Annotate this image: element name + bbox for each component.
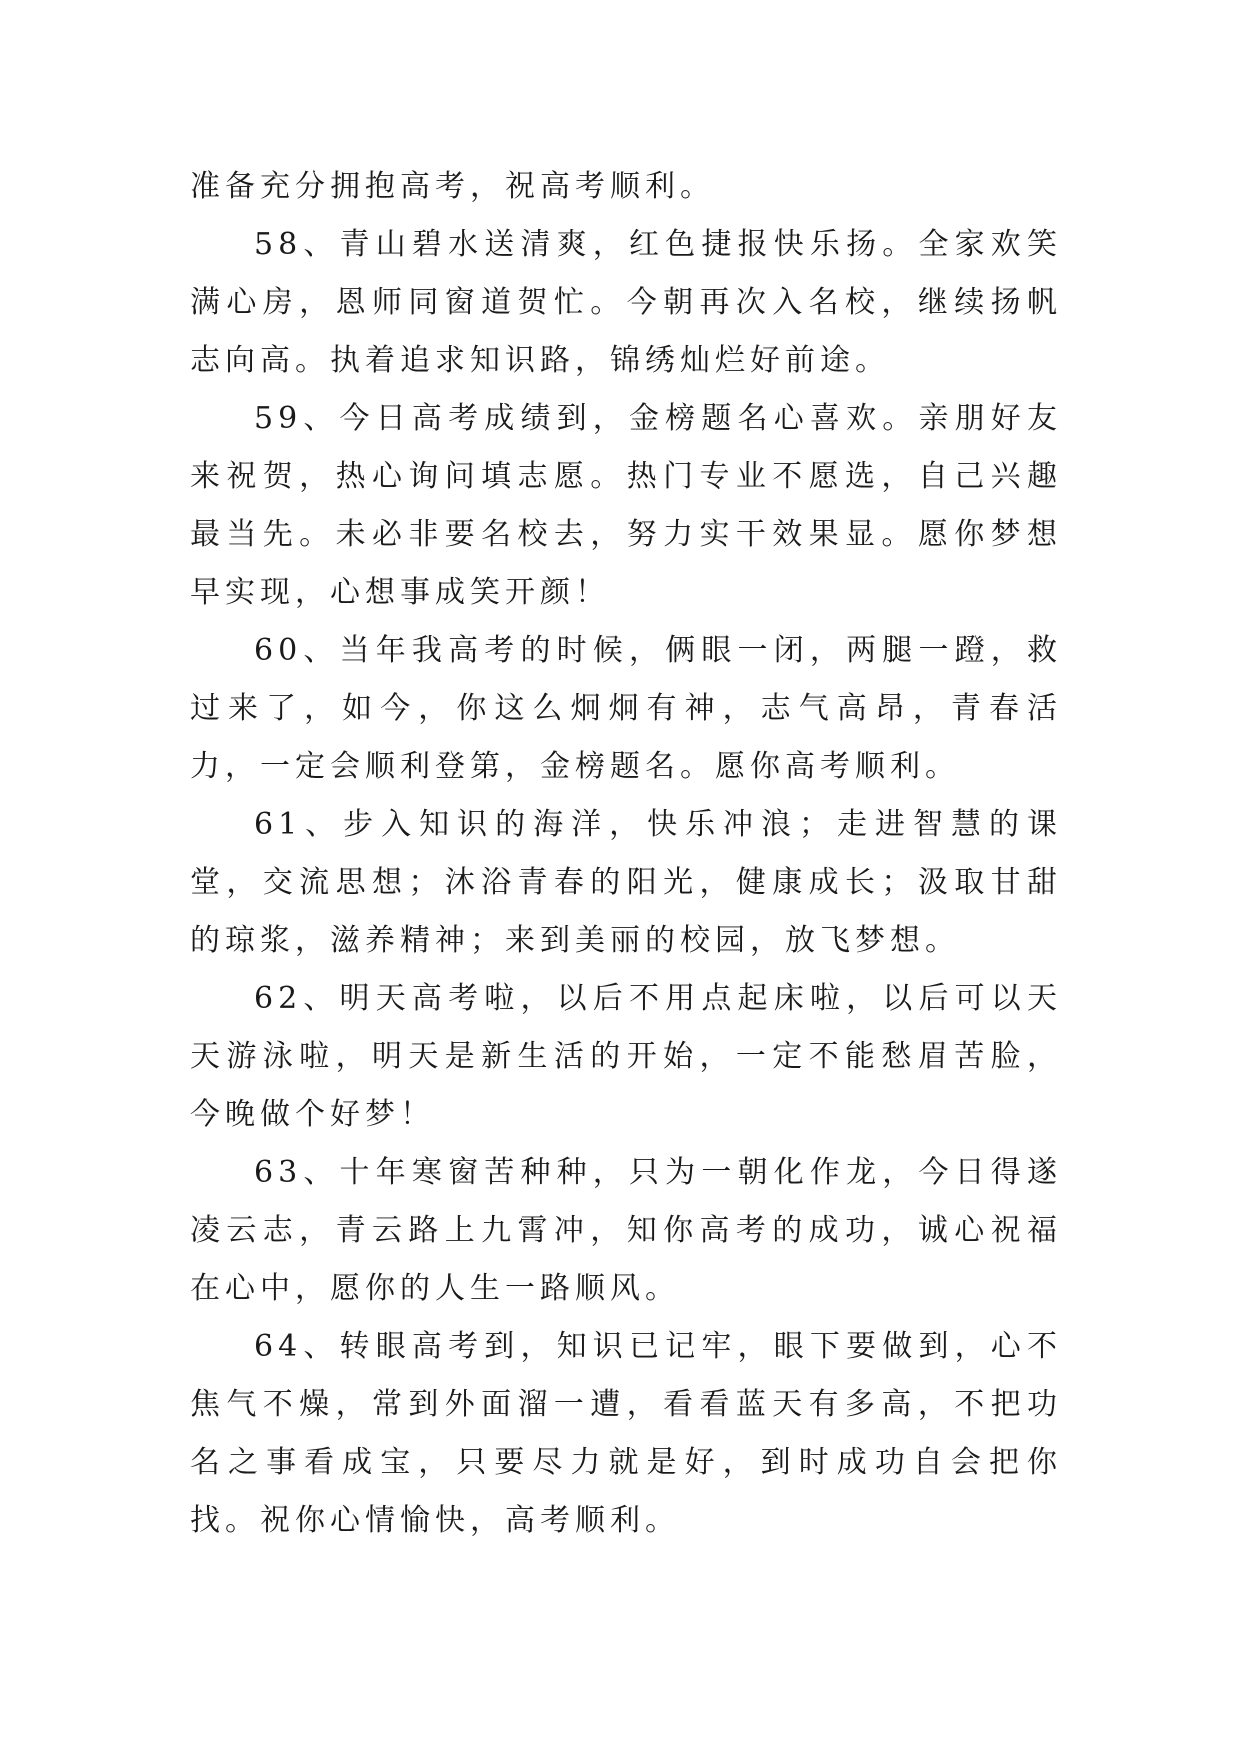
document-body [190,158,1062,1550]
paragraph-63: 63、十年寒窗苦种种，只为一朝化作龙，今日得遂凌云志，青云路上九霄冲，知你高考的成功，诚心祝福在心中，愿你的人生一路顺风。 [190,1155,1062,1306]
paragraph-60: 60、当年我高考的时候，俩眼一闭，两腿一蹬，救过来了，如今，你这么炯炯有神，志气高昂，青春活力，一定会顺利登第，金榜题名。愿你高考顺利。 [190,633,1062,784]
paragraph-62: 62、明天高考啦，以后不用点起床啦，以后可以天天游泳啦，明天是新生活的开始，一定不能愁眉苦脸，今晚做个好梦！ [190,981,1062,1132]
paragraph-continuation: 准备充分拥抱高考，祝高考顺利。 [190,169,715,204]
paragraph-58: 58、青山碧水送清爽，红色捷报快乐扬。全家欢笑满心房，恩师同窗道贺忙。今朝再次入名校，继续扬帆志向高。执着追求知识路，锦绣灿烂好前途。 [190,227,1062,378]
paragraph-59: 59、今日高考成绩到，金榜题名心喜欢。亲朋好友来祝贺，热心询问填志愿。热门专业不愿选，自己兴趣最当先。未必非要名校去，努力实干效果显。愿你梦想早实现，心想事成笑开颜！ [190,401,1062,610]
paragraph-61: 61、步入知识的海洋，快乐冲浪；走进智慧的课堂，交流思想；沐浴青春的阳光，健康成长；汲取甘甜的琼浆，滋养精神；来到美丽的校园，放飞梦想。 [190,807,1062,958]
paragraph-64: 64、转眼高考到，知识已记牢，眼下要做到，心不焦气不燥，常到外面溜一遭，看看蓝天有多高，不把功名之事看成宝，只要尽力就是好，到时成功自会把你找。祝你心情愉快，高考顺利。 [190,1329,1062,1538]
